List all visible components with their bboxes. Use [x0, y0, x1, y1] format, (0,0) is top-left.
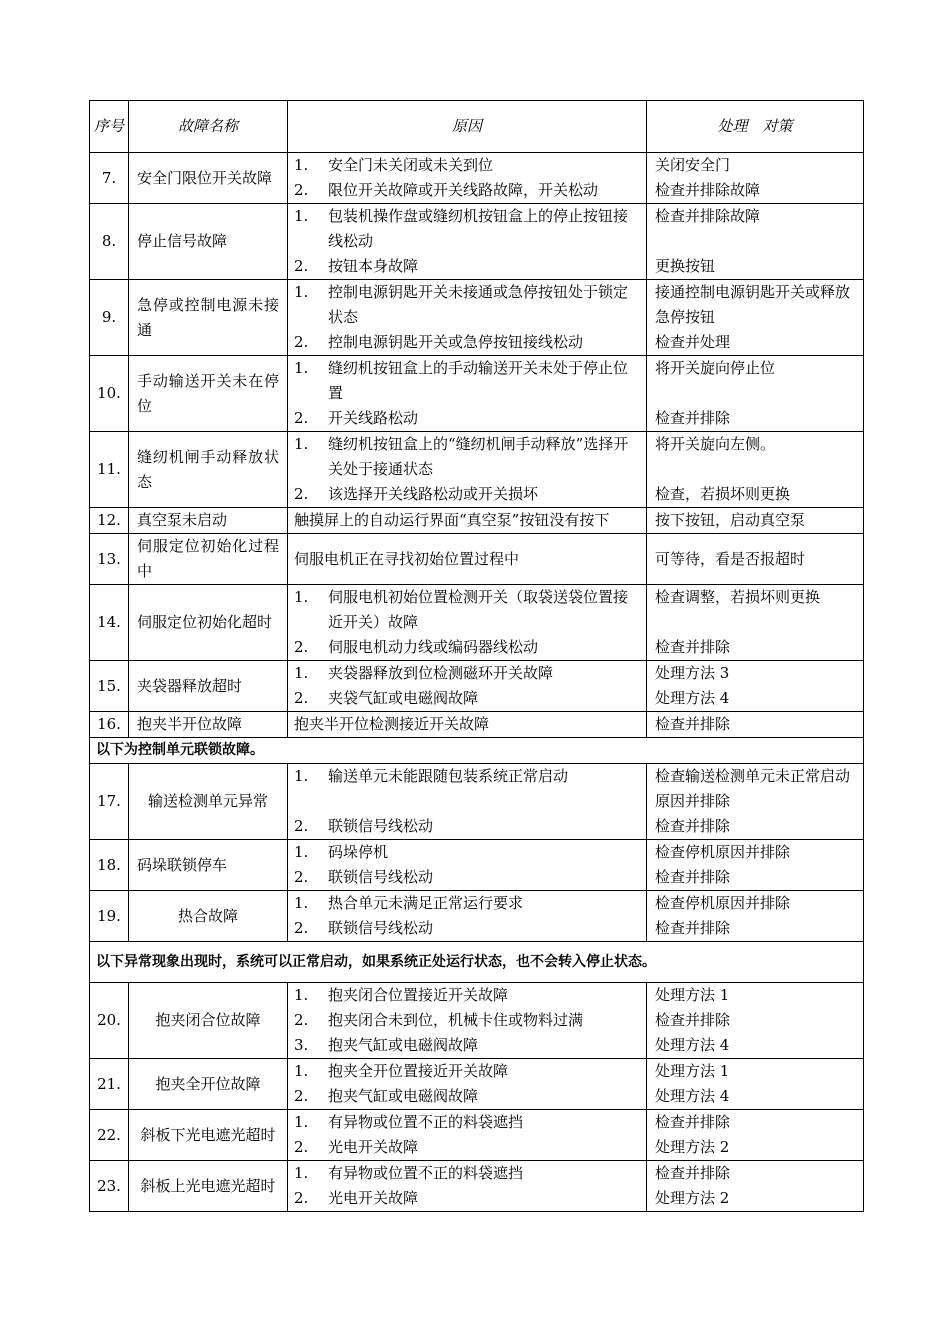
row-number: 19. — [90, 891, 129, 942]
section-heading: 以下为控制单元联锁故障。 — [90, 738, 864, 764]
fault-name: 抱夹全开位故障 — [129, 1059, 288, 1110]
table-row — [90, 840, 864, 891]
table-row — [90, 356, 864, 432]
header-cause: 原因 — [288, 101, 647, 153]
fault-cause: 1. 输送单元未能跟随包装系统正常启动 2. 联锁信号线松动 — [288, 764, 647, 840]
fault-action: 接通控制电源钥匙开关或释放急停按钮 检查并处理 — [647, 280, 864, 356]
table-row — [90, 280, 864, 356]
table-row — [90, 508, 864, 534]
header-name: 故障名称 — [129, 101, 288, 153]
fault-action: 检查调整，若损坏则更换 检查并排除 — [647, 585, 864, 661]
fault-cause: 1. 抱夹全开位置接近开关故障 2. 抱夹气缸或电磁阀故障 — [288, 1059, 647, 1110]
row-number: 17. — [90, 764, 129, 840]
fault-action: 检查输送检测单元未正常启动原因并排除 检查并排除 — [647, 764, 864, 840]
fault-name: 抱夹闭合位故障 — [129, 983, 288, 1059]
fault-name: 停止信号故障 — [129, 204, 288, 280]
row-number: 18. — [90, 840, 129, 891]
row-number: 15. — [90, 661, 129, 712]
fault-action: 关闭安全门 检查并排除故障 — [647, 153, 864, 204]
fault-cause: 1. 热合单元未满足正常运行要求 2. 联锁信号线松动 — [288, 891, 647, 942]
table-row — [90, 983, 864, 1059]
fault-action: 可等待，看是否报超时 — [647, 534, 864, 585]
fault-action: 处理方法 1 检查并排除 处理方法 4 — [647, 983, 864, 1059]
row-number: 11. — [90, 432, 129, 508]
table-row — [90, 585, 864, 661]
fault-name: 伺服定位初始化超时 — [129, 585, 288, 661]
section-heading: 以下异常现象出现时，系统可以正常启动，如果系统正处运行状态，也不会转入停止状态。 — [90, 942, 864, 983]
row-number: 7. — [90, 153, 129, 204]
section-row — [90, 738, 864, 764]
fault-cause: 1. 码垛停机 2. 联锁信号线松动 — [288, 840, 647, 891]
fault-name: 夹袋器释放超时 — [129, 661, 288, 712]
table-row — [90, 891, 864, 942]
fault-action: 检查停机原因并排除 检查并排除 — [647, 840, 864, 891]
table-row — [90, 432, 864, 508]
fault-cause: 1. 有异物或位置不正的料袋遮挡 2. 光电开关故障 — [288, 1110, 647, 1161]
fault-action: 检查并排除 处理方法 2 — [647, 1161, 864, 1212]
fault-cause: 1. 安全门未关闭或未关到位 2. 限位开关故障或开关线路故障，开关松动 — [288, 153, 647, 204]
row-number: 20. — [90, 983, 129, 1059]
fault-name: 安全门限位开关故障 — [129, 153, 288, 204]
table-row — [90, 1059, 864, 1110]
row-number: 23. — [90, 1161, 129, 1212]
fault-table — [89, 100, 864, 1212]
fault-cause: 1. 包装机操作盘或缝纫机按钮盒上的停止按钮接线松动 2. 按钮本身故障 — [288, 204, 647, 280]
header-action: 处理 对策 — [647, 101, 864, 153]
fault-name: 斜板下光电遮光超时 — [129, 1110, 288, 1161]
fault-cause: 1. 缝纫机按钮盒上的“缝纫机闸手动释放”选择开关处于接通状态 2. 该选择开关线路松动或开关损坏 — [288, 432, 647, 508]
fault-name: 真空泵未启动 — [129, 508, 288, 534]
fault-action: 将开关旋向左侧。 检查，若损坏则更换 — [647, 432, 864, 508]
fault-cause: 1. 夹袋器释放到位检测磁环开关故障 2. 夹袋气缸或电磁阀故障 — [288, 661, 647, 712]
row-number: 14. — [90, 585, 129, 661]
fault-name: 手动输送开关未在停位 — [129, 356, 288, 432]
fault-cause: 1. 抱夹闭合位置接近开关故障 2. 抱夹闭合未到位，机械卡住或物料过满 3. 抱夹气缸或电磁阀故障 — [288, 983, 647, 1059]
section-row — [90, 942, 864, 983]
fault-name: 急停或控制电源未接通 — [129, 280, 288, 356]
row-number: 16. — [90, 712, 129, 738]
row-number: 13. — [90, 534, 129, 585]
table-row — [90, 534, 864, 585]
row-number: 22. — [90, 1110, 129, 1161]
table-header-row — [90, 101, 864, 153]
fault-action: 检查停机原因并排除 检查并排除 — [647, 891, 864, 942]
table-row — [90, 153, 864, 204]
fault-cause: 触摸屏上的自动运行界面“真空泵”按钮没有按下 — [288, 508, 647, 534]
fault-name: 码垛联锁停车 — [129, 840, 288, 891]
fault-name: 抱夹半开位故障 — [129, 712, 288, 738]
fault-cause: 伺服电机正在寻找初始位置过程中 — [288, 534, 647, 585]
fault-action: 按下按钮，启动真空泵 — [647, 508, 864, 534]
fault-cause: 1. 伺服电机初始位置检测开关（取袋送袋位置接近开关）故障 2. 伺服电机动力线或编码器线松动 — [288, 585, 647, 661]
fault-cause: 1. 控制电源钥匙开关未接通或急停按钮处于锁定状态 2. 控制电源钥匙开关或急停按钮接线松动 — [288, 280, 647, 356]
table-row — [90, 712, 864, 738]
fault-action: 处理方法 1 处理方法 4 — [647, 1059, 864, 1110]
table-row — [90, 764, 864, 840]
row-number: 12. — [90, 508, 129, 534]
fault-name: 斜板上光电遮光超时 — [129, 1161, 288, 1212]
fault-action: 将开关旋向停止位 检查并排除 — [647, 356, 864, 432]
header-no: 序号 — [90, 101, 129, 153]
row-number: 9. — [90, 280, 129, 356]
fault-name: 热合故障 — [129, 891, 288, 942]
table-row — [90, 204, 864, 280]
table-row — [90, 661, 864, 712]
fault-name: 伺服定位初始化过程中 — [129, 534, 288, 585]
table-row — [90, 1161, 864, 1212]
fault-action: 处理方法 3 处理方法 4 — [647, 661, 864, 712]
fault-name: 缝纫机闸手动释放状态 — [129, 432, 288, 508]
fault-cause: 1. 缝纫机按钮盒上的手动输送开关未处于停止位置 2. 开关线路松动 — [288, 356, 647, 432]
fault-cause: 抱夹半开位检测接近开关故障 — [288, 712, 647, 738]
row-number: 10. — [90, 356, 129, 432]
fault-action: 检查并排除 — [647, 712, 864, 738]
fault-action: 检查并排除 处理方法 2 — [647, 1110, 864, 1161]
row-number: 8. — [90, 204, 129, 280]
fault-cause: 1. 有异物或位置不正的料袋遮挡 2. 光电开关故障 — [288, 1161, 647, 1212]
table-row — [90, 1110, 864, 1161]
row-number: 21. — [90, 1059, 129, 1110]
fault-action: 检查并排除故障 更换按钮 — [647, 204, 864, 280]
fault-name: 输送检测单元异常 — [129, 764, 288, 840]
